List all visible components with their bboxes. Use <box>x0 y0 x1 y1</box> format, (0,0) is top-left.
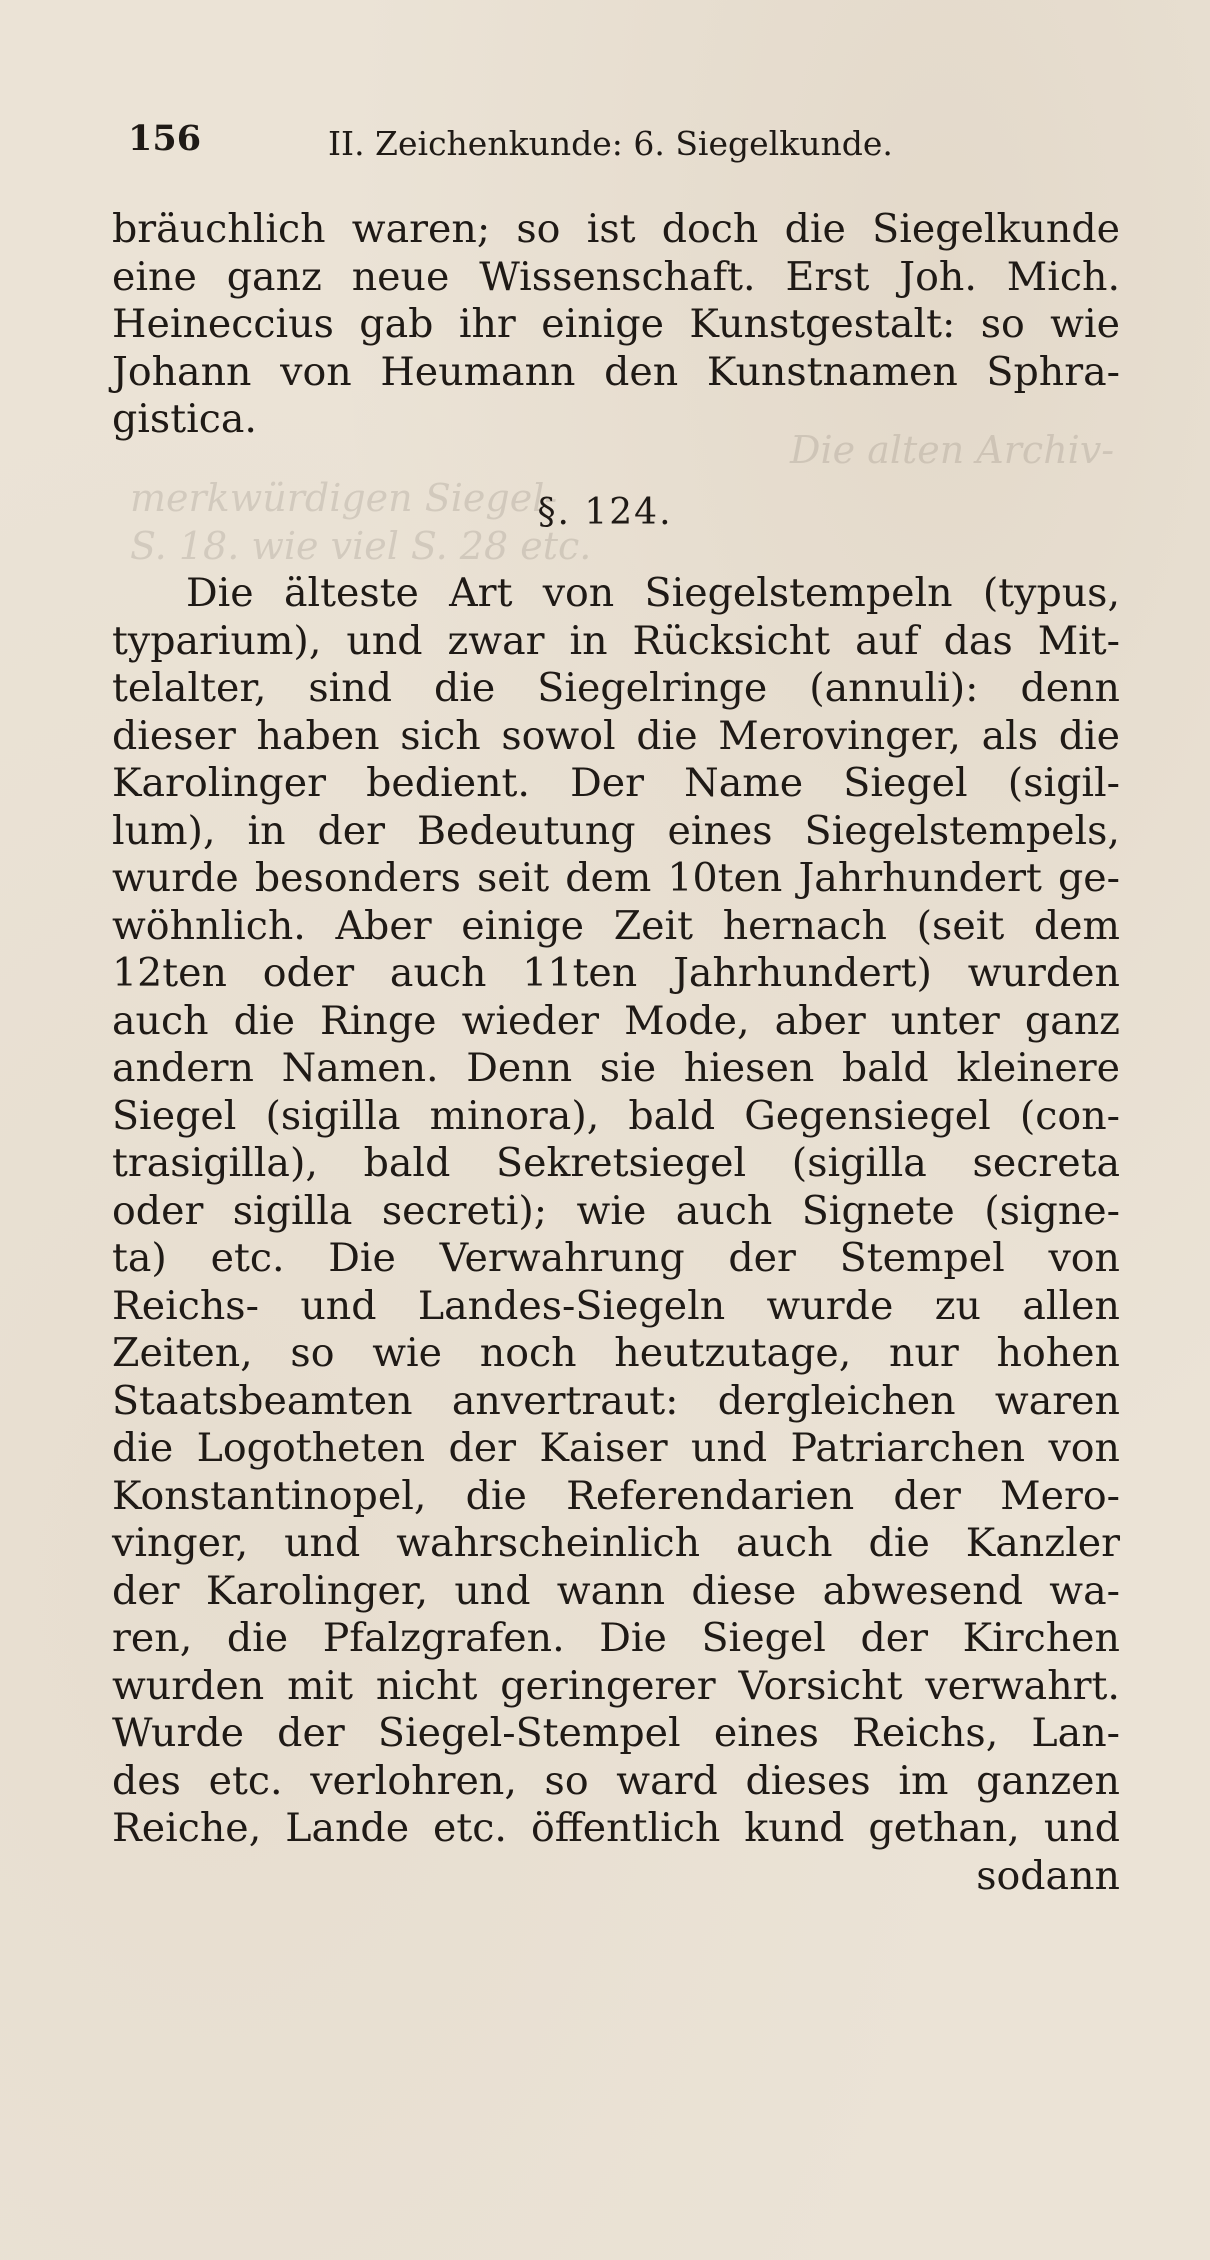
text-line: auch die Ringe wieder Mode, aber unter ganz <box>112 997 1120 1044</box>
text-line: Zeiten, so wie noch heutzutage, nur hohen <box>112 1330 1120 1376</box>
text-line: dieser haben sich sowol die Merovinger, als die <box>112 712 1120 759</box>
text-line: oder sigilla secreti); wie auch Signete (signe- <box>112 1187 1120 1234</box>
text-line: lum), in der Bedeutung eines Siegelstempels, <box>112 807 1120 854</box>
section-heading: §. 124. <box>537 492 673 533</box>
text-line: bräuchlich waren; so ist doch die Siegelkunde <box>112 206 1120 252</box>
text-line: Staatsbeamten anvertraut: dergleichen waren <box>112 1377 1120 1424</box>
text-line: telalter, sind die Siegelringe (annuli): denn <box>112 665 1120 711</box>
text-line: Konstantinopel, die Referendarien der Mero- <box>112 1472 1120 1519</box>
text-line: eine ganz neue Wissenschaft. Erst Joh. Mich. <box>112 253 1120 300</box>
text-line: vinger, und wahrscheinlich auch die Kanzler <box>112 1520 1120 1566</box>
text-line: Die älteste Art von Siegelstempeln (typus, <box>186 570 1120 616</box>
text-line: gistica. <box>112 396 257 442</box>
bleed-through-text-1: Die alten Archiv- <box>790 428 1115 472</box>
text-line: wurde besonders seit dem 10ten Jahrhundert ge- <box>112 855 1120 901</box>
text-line: die Logotheten der Kaiser und Patriarchen von <box>112 1425 1120 1471</box>
text-line: Reichs- und Landes-Siegeln wurde zu allen <box>112 1282 1120 1329</box>
text-line: 12ten oder auch 11ten Jahrhundert) wurden <box>112 950 1120 996</box>
page-number: 156 <box>128 118 202 159</box>
text-line: typarium), und zwar in Rücksicht auf das Mit- <box>112 617 1120 664</box>
text-line: Reiche, Lande etc. öffentlich kund gethan, und <box>112 1805 1120 1851</box>
text-line: Heineccius gab ihr einige Kunstgestalt: so wie <box>112 301 1120 347</box>
text-line: Karolinger bedient. Der Name Siegel (sigil- <box>112 760 1120 806</box>
text-line: trasigilla), bald Sekretsiegel (sigilla secreta <box>112 1140 1120 1186</box>
paragraph-continued <box>112 206 1120 444</box>
text-line: ren, die Pfalzgrafen. Die Siegel der Kirchen <box>112 1615 1120 1661</box>
catchword: sodann <box>976 1852 1120 1899</box>
text-line: ta) etc. Die Verwahrung der Stempel von <box>112 1235 1120 1281</box>
page-header <box>128 118 1128 178</box>
bleed-through-text-3: S. 18. wie viel S. 28 etc. <box>130 524 592 568</box>
text-line: des etc. verlohren, so ward dieses im ganzen <box>112 1757 1120 1804</box>
text-line: wöhnlich. Aber einige Zeit hernach (seit dem <box>112 902 1120 949</box>
text-line: andern Namen. Denn sie hiesen bald kleinere <box>112 1045 1120 1091</box>
running-title: II. Zeichenkunde: 6. Siegelkunde. <box>328 124 893 163</box>
text-line: Siegel (sigilla minora), bald Gegensiegel (con- <box>112 1092 1120 1139</box>
text-line: Johann von Heumann den Kunstnamen Sphra- <box>112 348 1120 395</box>
text-line: wurden mit nicht geringerer Vorsicht verwahrt. <box>112 1662 1120 1709</box>
text-line: Wurde der Siegel-Stempel eines Reichs, Lan- <box>112 1710 1120 1756</box>
bleed-through-text-2: merkwürdigen Siegel- <box>130 476 558 520</box>
paragraph-section-124 <box>112 570 1120 1900</box>
text-line: der Karolinger, und wann diese abwesend wa- <box>112 1567 1120 1614</box>
